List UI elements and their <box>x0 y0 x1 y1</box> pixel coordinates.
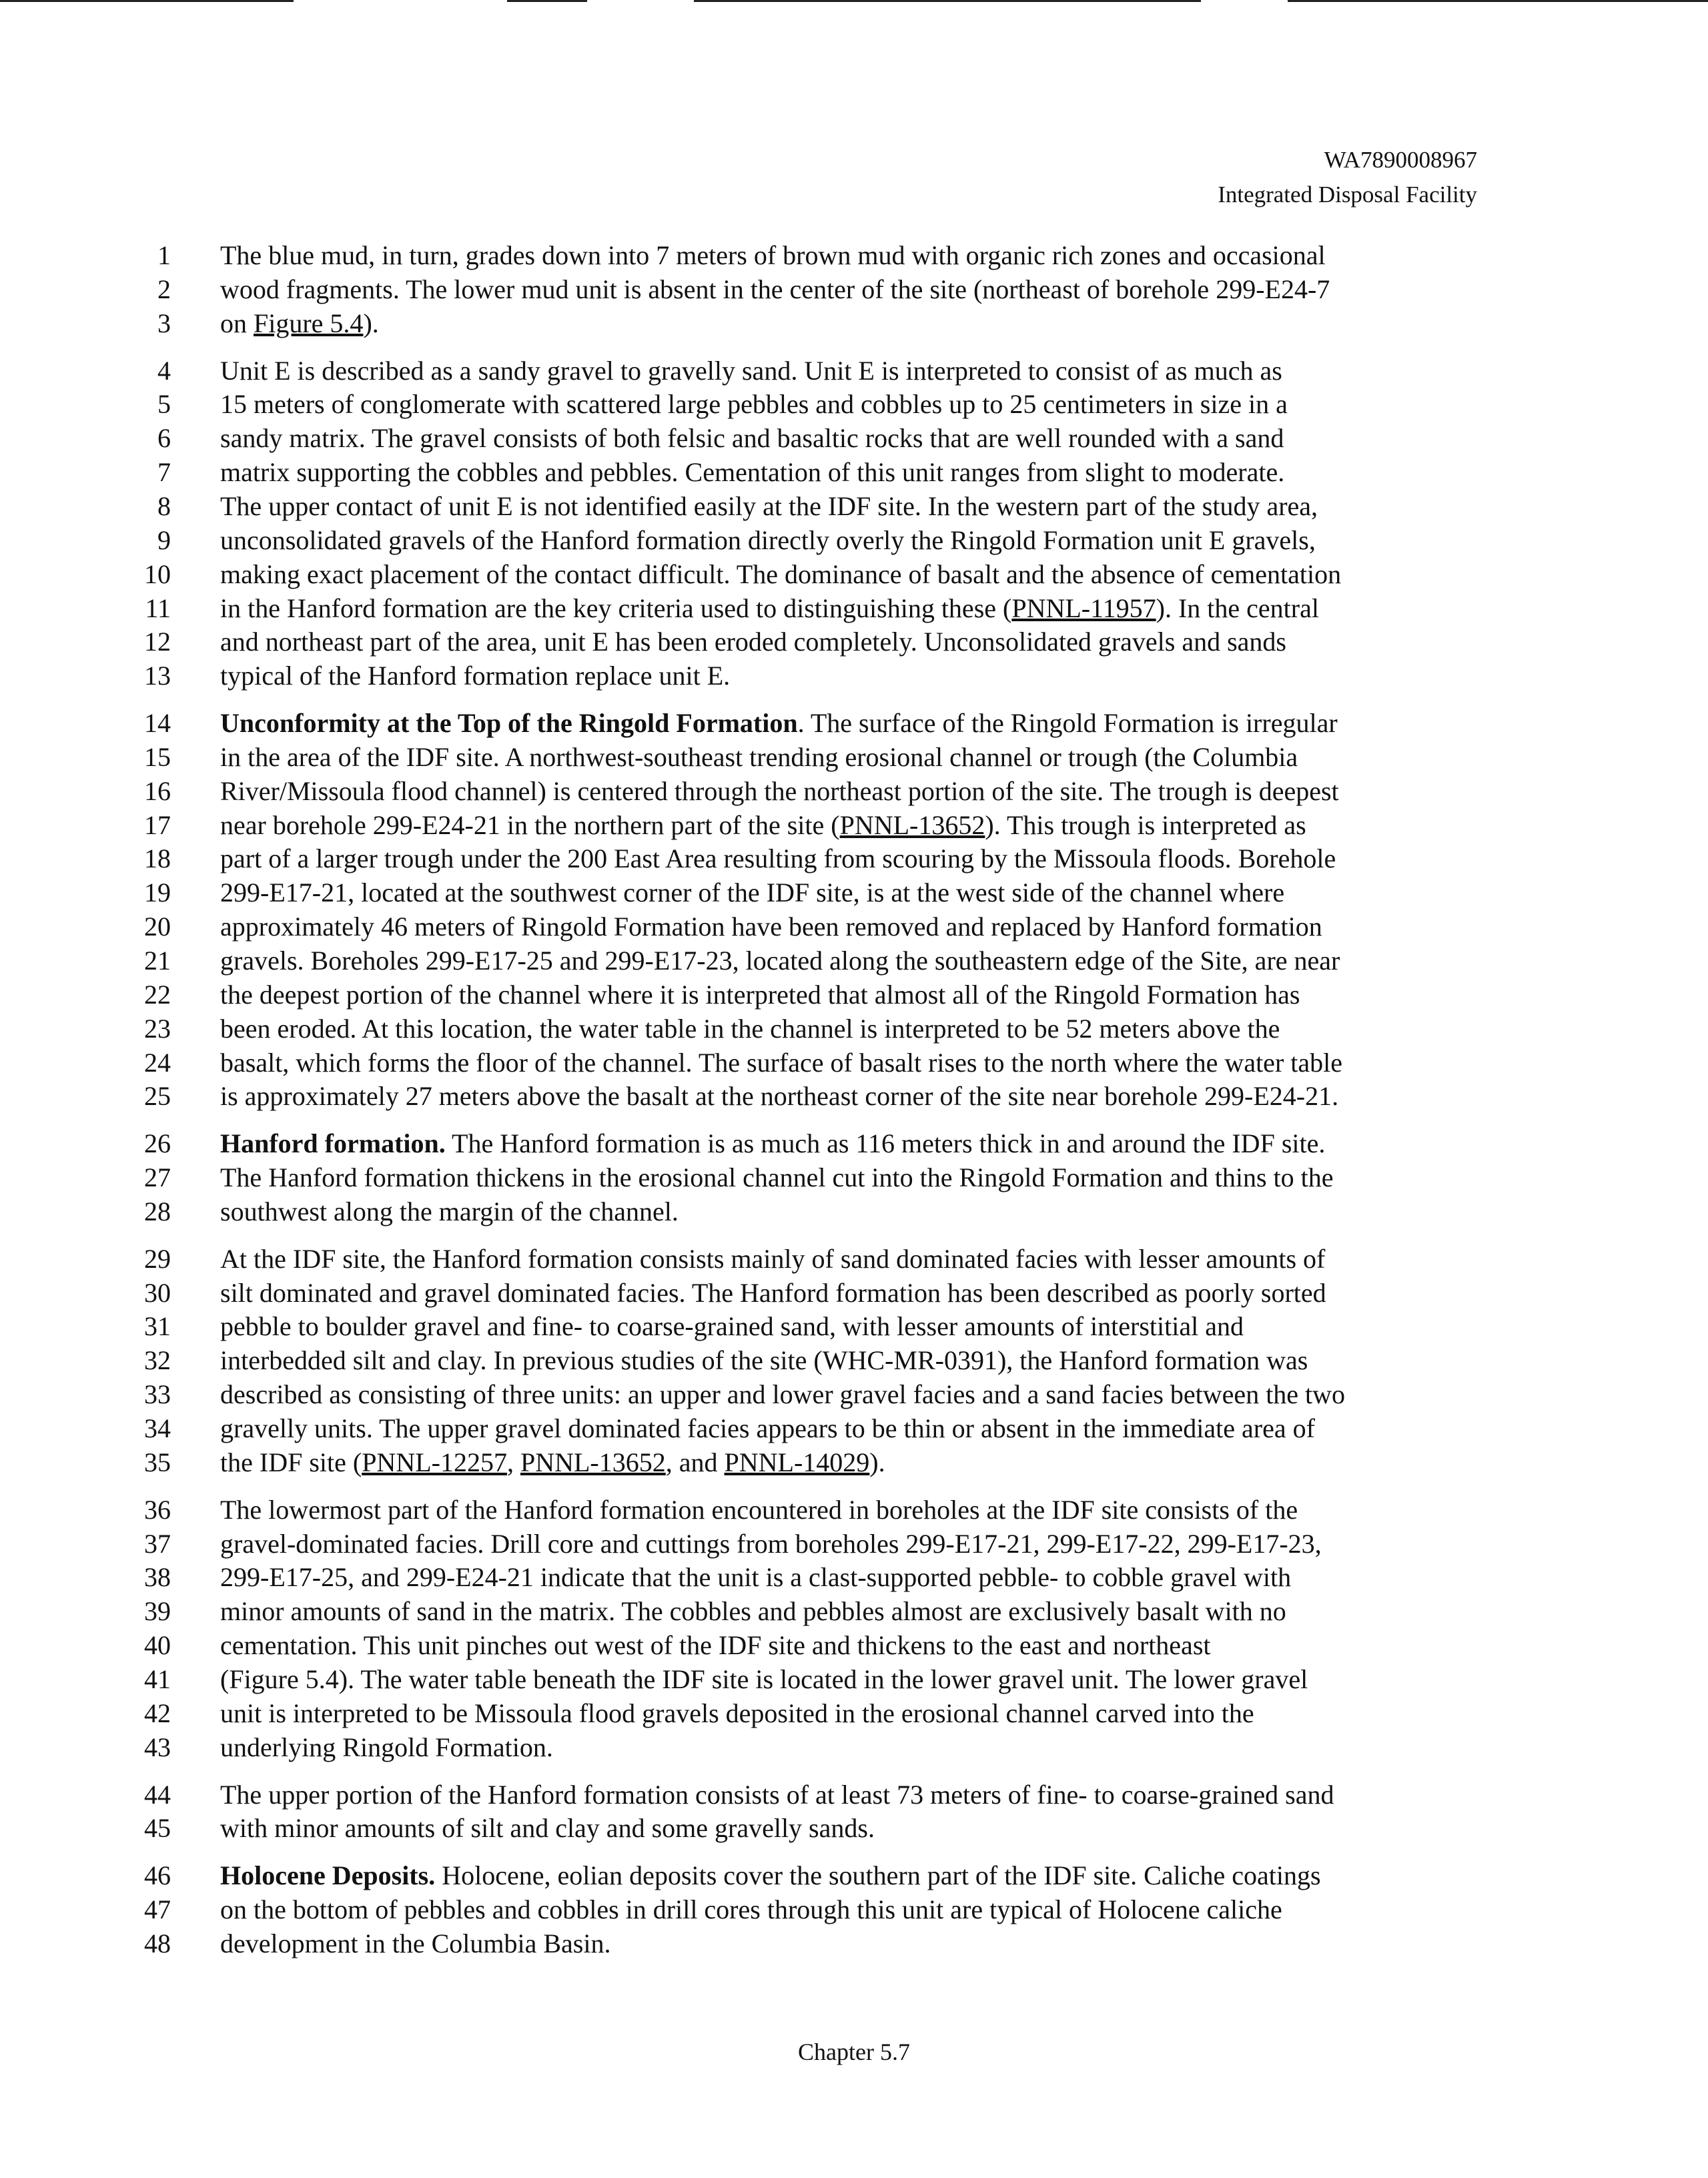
line-text: the deepest portion of the channel where it is interpreted that almost all of the Ringold Formation has <box>220 980 1300 1010</box>
line-number: 45 <box>144 1813 171 1843</box>
line-number: 14 <box>144 708 171 738</box>
line-number: 12 <box>144 627 171 657</box>
line-number: 3 <box>157 308 171 338</box>
line-text: The upper contact of unit E is not identified easily at the IDF site. In the western part of the study area, <box>220 491 1318 521</box>
line-number: 7 <box>157 457 171 487</box>
line-number: 6 <box>157 423 171 453</box>
line-number: 34 <box>144 1413 171 1443</box>
reference-link[interactable]: PNNL-14029 <box>724 1447 870 1477</box>
section-heading: Holocene Deposits. <box>220 1860 436 1890</box>
line-text: typical of the Hanford formation replace unit E. <box>220 661 731 691</box>
reference-link[interactable]: PNNL-13652 <box>520 1447 666 1477</box>
line-number: 39 <box>144 1596 171 1626</box>
line-number: 43 <box>144 1732 171 1762</box>
text-segment: ). This trough is interpreted as <box>985 810 1306 840</box>
line-text: and northeast part of the area, unit E has been eroded completely. Unconsolidated gravels and sands <box>220 627 1286 657</box>
line-text: unconsolidated gravels of the Hanford formation directly overly the Ringold Formation unit E gravels, <box>220 525 1316 555</box>
page-footer: Chapter 5.7 <box>798 2039 910 2065</box>
line-number: 13 <box>144 661 171 691</box>
line-number: 25 <box>144 1081 171 1111</box>
line-text: cementation. This unit pinches out west of the IDF site and thickens to the east and northeast <box>220 1630 1211 1660</box>
line-number: 27 <box>144 1162 171 1192</box>
line-text: wood fragments. The lower mud unit is absent in the center of the site (northeast of borehole 299-E24-7 <box>220 274 1330 304</box>
line-text: 299-E17-25, and 299-E24-21 indicate that the unit is a clast-supported pebble- to cobble gravel with <box>220 1562 1292 1592</box>
line-text: minor amounts of sand in the matrix. The cobbles and pebbles almost are exclusively basalt with no <box>220 1596 1286 1626</box>
line-text: sandy matrix. The gravel consists of both felsic and basaltic rocks that are well rounded with a sand <box>220 423 1284 453</box>
line-text <box>220 1859 1321 1892</box>
line-number: 29 <box>144 1244 171 1274</box>
line-text: on the bottom of pebbles and cobbles in drill cores through this unit are typical of Holocene caliche <box>220 1894 1282 1924</box>
line-text: gravelly units. The upper gravel dominated facies appears to be thin or absent in the immediate area of <box>220 1413 1315 1443</box>
reference-link[interactable]: PNNL-11957 <box>1011 593 1156 623</box>
text-segment: The Hanford formation is as much as 116 meters thick in and around the IDF site. <box>445 1128 1326 1158</box>
line-number: 46 <box>144 1860 171 1890</box>
line-text <box>220 809 1306 842</box>
scan-edge-line <box>0 0 294 2</box>
line-number: 41 <box>144 1664 171 1694</box>
facility-name: Integrated Disposal Facility <box>1218 182 1477 208</box>
line-text: southwest along the margin of the channel. <box>220 1196 679 1226</box>
scan-edge-line <box>507 0 587 2</box>
line-number: 20 <box>144 912 171 942</box>
line-number: 23 <box>144 1014 171 1044</box>
line-text: with minor amounts of silt and clay and some gravelly sands. <box>220 1813 875 1843</box>
line-text: interbedded silt and clay. In previous studies of the site (WHC-MR-0391), the Hanford formation was <box>220 1345 1308 1375</box>
line-number: 5 <box>157 389 171 419</box>
line-number: 36 <box>144 1495 171 1525</box>
line-text: 299-E17-21, located at the southwest corner of the IDF site, is at the west side of the channel where <box>220 877 1285 908</box>
line-number: 10 <box>144 559 171 589</box>
line-number: 11 <box>145 593 171 623</box>
line-number: 24 <box>144 1048 171 1078</box>
text-segment: Holocene, eolian deposits cover the southern part of the IDF site. Caliche coatings <box>435 1860 1321 1890</box>
line-text: Unit E is described as a sandy gravel to gravelly sand. Unit E is interpreted to consist of as much as <box>220 356 1282 386</box>
line-number: 8 <box>157 491 171 521</box>
line-number: 28 <box>144 1196 171 1226</box>
line-number: 35 <box>144 1447 171 1477</box>
reference-link[interactable]: Figure 5.4 <box>254 308 364 338</box>
line-number: 37 <box>144 1529 171 1559</box>
line-text: The Hanford formation thickens in the erosional channel cut into the Ringold Formation and thins to the <box>220 1162 1334 1192</box>
text-segment: ). <box>869 1447 885 1477</box>
line-number: 15 <box>144 742 171 772</box>
reference-link[interactable]: PNNL-13652 <box>839 810 985 840</box>
line-number: 32 <box>144 1345 171 1375</box>
text-segment: in the Hanford formation are the key criteria used to distinguishing these ( <box>220 593 1012 623</box>
line-number: 47 <box>144 1894 171 1924</box>
section-heading: Hanford formation. <box>220 1128 446 1158</box>
line-number: 30 <box>144 1278 171 1308</box>
line-number: 26 <box>144 1128 171 1158</box>
line-text: approximately 46 meters of Ringold Formation have been removed and replaced by Hanford formation <box>220 912 1322 942</box>
line-text: underlying Ringold Formation. <box>220 1732 553 1762</box>
link-separator: , <box>506 1447 520 1477</box>
line-text: development in the Columbia Basin. <box>220 1928 611 1958</box>
line-number: 31 <box>144 1311 171 1341</box>
line-text: River/Missoula flood channel) is centered through the northeast portion of the site. The trough is deepest <box>220 776 1339 806</box>
document-id: WA7890008967 <box>1324 147 1477 173</box>
text-segment: on <box>220 308 254 338</box>
line-text: in the area of the IDF site. A northwest-southeast trending erosional channel or trough (the Columbia <box>220 742 1298 772</box>
line-text: The blue mud, in turn, grades down into 7 meters of brown mud with organic rich zones and occasional <box>220 240 1326 270</box>
link-separator: , and <box>665 1447 725 1477</box>
scan-edge-line <box>1288 0 1708 2</box>
text-segment: near borehole 299-E24-21 in the northern part of the site ( <box>220 810 840 840</box>
line-text: unit is interpreted to be Missoula flood gravels deposited in the erosional channel carved into the <box>220 1698 1254 1728</box>
line-text: (Figure 5.4). The water table beneath the IDF site is located in the lower gravel unit. The lower gravel <box>220 1664 1308 1694</box>
line-number: 16 <box>144 776 171 806</box>
line-number: 1 <box>157 240 171 270</box>
line-text: The upper portion of the Hanford formation consists of at least 73 meters of fine- to coarse-grained sand <box>220 1780 1334 1810</box>
line-number: 18 <box>144 843 171 873</box>
line-text: silt dominated and gravel dominated facies. The Hanford formation has been described as poorly sorted <box>220 1278 1326 1308</box>
text-segment: ). <box>363 308 379 338</box>
reference-link[interactable]: PNNL-12257 <box>362 1447 507 1477</box>
text-segment: . The surface of the Ringold Formation is irregular <box>797 708 1338 738</box>
line-text: matrix supporting the cobbles and pebbles. Cementation of this unit ranges from slight to moderate. <box>220 457 1285 487</box>
line-text: is approximately 27 meters above the basalt at the northeast corner of the site near borehole 299-E24-21. <box>220 1081 1339 1111</box>
line-number: 17 <box>144 810 171 840</box>
scan-edge-line <box>694 0 1201 2</box>
section-heading: Unconformity at the Top of the Ringold Formation <box>220 708 798 738</box>
line-text: The lowermost part of the Hanford formation encountered in boreholes at the IDF site consists of the <box>220 1495 1298 1525</box>
line-number: 38 <box>144 1562 171 1592</box>
line-number: 44 <box>144 1780 171 1810</box>
line-number: 19 <box>144 877 171 908</box>
line-text: making exact placement of the contact difficult. The dominance of basalt and the absence of cementation <box>220 559 1342 589</box>
line-text: pebble to boulder gravel and fine- to coarse-grained sand, with lesser amounts of interstitial and <box>220 1311 1244 1341</box>
line-number: 22 <box>144 980 171 1010</box>
line-number: 4 <box>157 356 171 386</box>
line-number: 33 <box>144 1379 171 1409</box>
line-text: been eroded. At this location, the water table in the channel is interpreted to be 52 meters above the <box>220 1014 1280 1044</box>
text-segment: the IDF site ( <box>220 1447 362 1477</box>
line-number: 42 <box>144 1698 171 1728</box>
line-number: 40 <box>144 1630 171 1660</box>
line-number: 48 <box>144 1928 171 1958</box>
line-text: gravel-dominated facies. Drill core and cuttings from boreholes 299-E17-21, 299-E17-22, 299-E17-23, <box>220 1529 1322 1559</box>
line-text <box>220 307 379 340</box>
line-number: 21 <box>144 946 171 976</box>
line-text: basalt, which forms the floor of the channel. The surface of basalt rises to the north where the water table <box>220 1048 1342 1078</box>
line-text: At the IDF site, the Hanford formation consists mainly of sand dominated facies with lesser amounts of <box>220 1244 1326 1274</box>
line-number: 9 <box>157 525 171 555</box>
line-text: 15 meters of conglomerate with scattered large pebbles and cobbles up to 25 centimeters in size in a <box>220 389 1288 419</box>
text-segment: ). In the central <box>1156 593 1319 623</box>
line-text: described as consisting of three units: an upper and lower gravel facies and a sand facies between the two <box>220 1379 1346 1409</box>
line-text <box>220 592 1319 625</box>
line-text: gravels. Boreholes 299-E17-25 and 299-E17-23, located along the southeastern edge of the Site, are near <box>220 946 1340 976</box>
line-text: part of a larger trough under the 200 East Area resulting from scouring by the Missoula floods. Borehole <box>220 843 1336 873</box>
line-number: 2 <box>157 274 171 304</box>
line-text <box>220 707 1338 740</box>
line-text <box>220 1127 1325 1160</box>
page-header <box>1218 143 1477 212</box>
line-text <box>220 1446 885 1479</box>
